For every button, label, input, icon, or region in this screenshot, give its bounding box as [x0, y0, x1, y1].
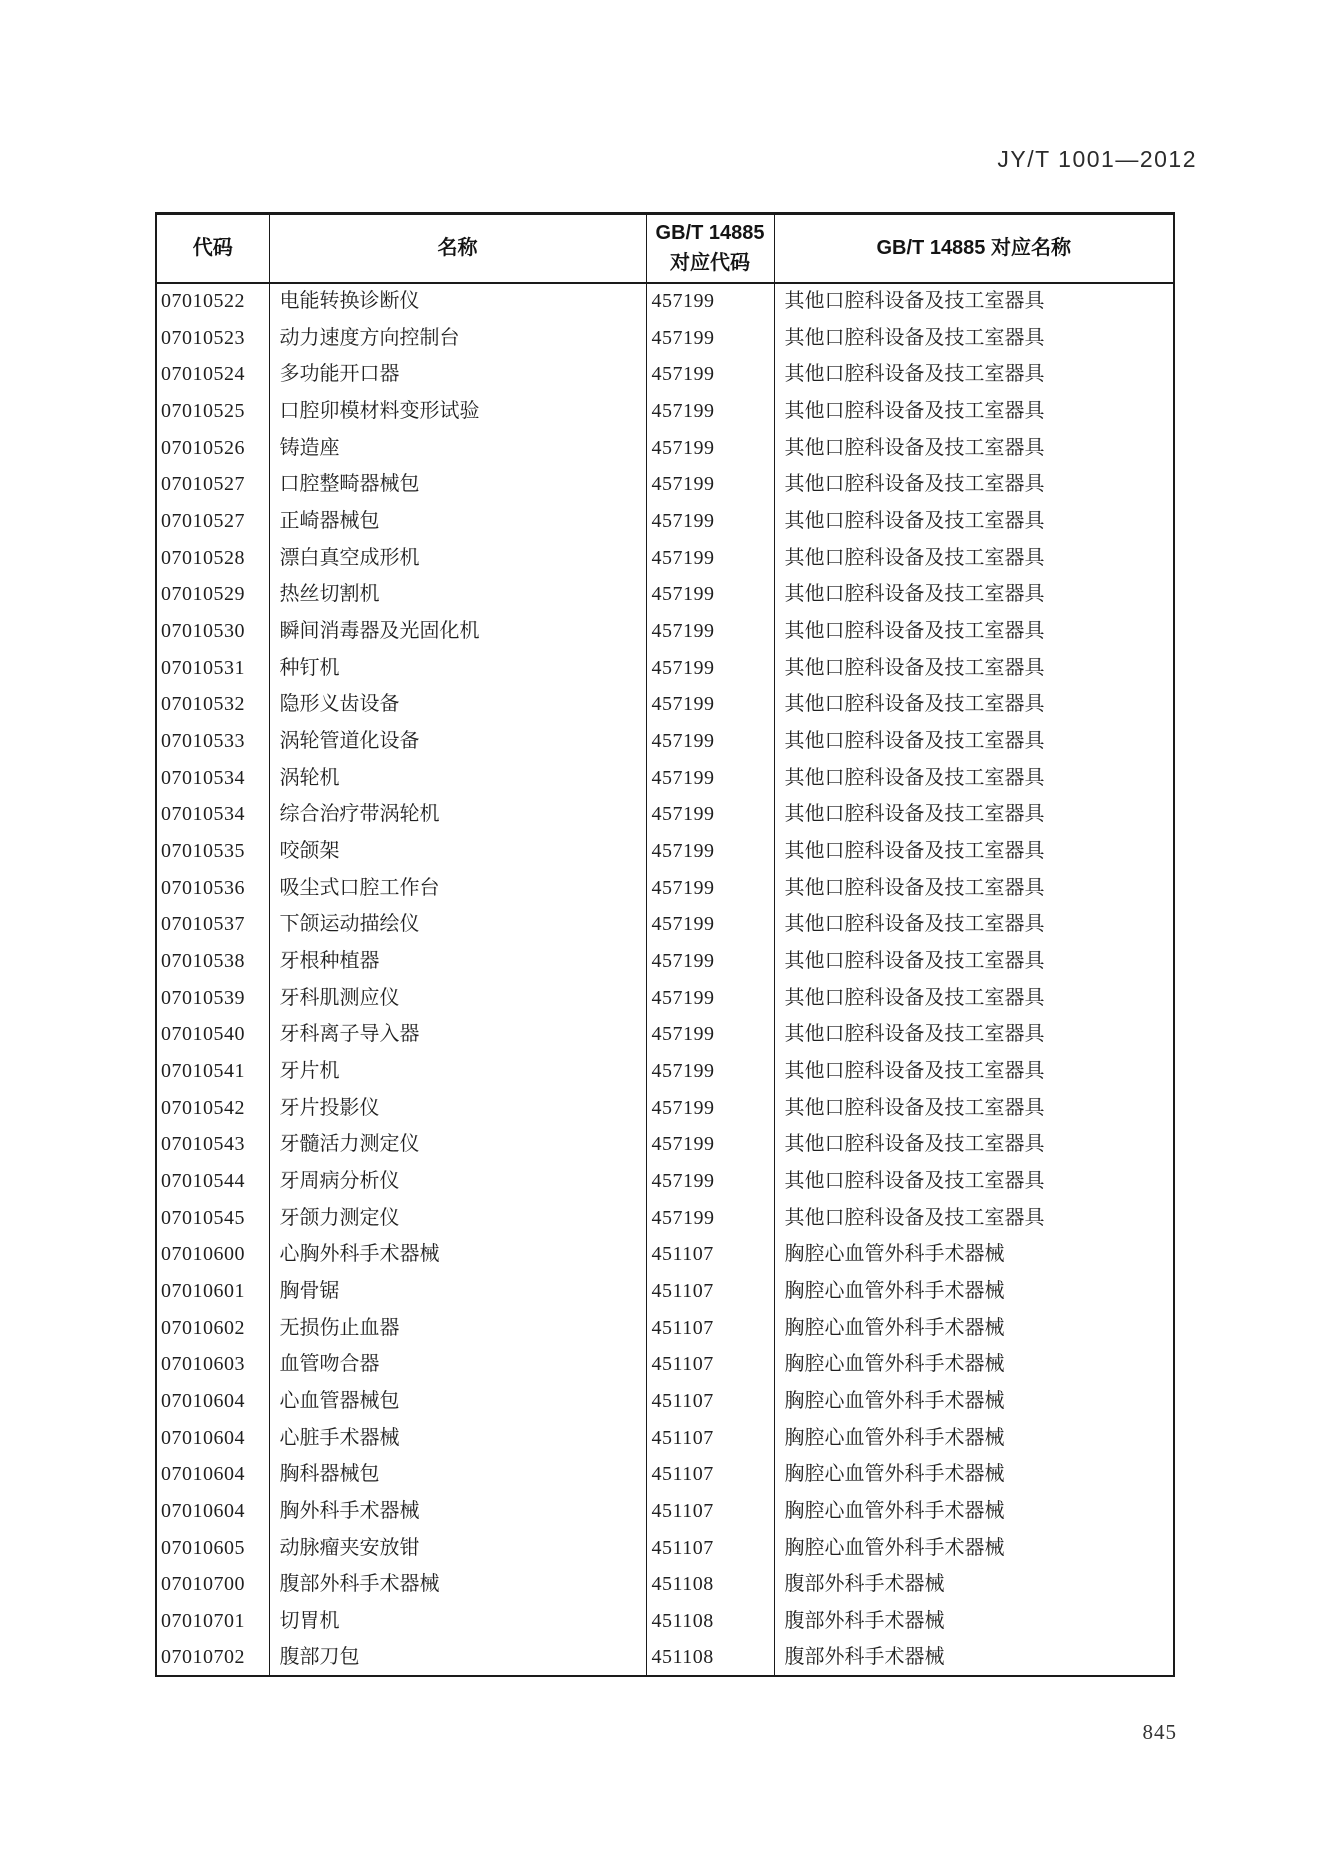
cell-gbt-code: 451107: [646, 1493, 774, 1530]
cell-gbt-name: 其他口腔科设备及技工室器具: [774, 1126, 1174, 1163]
cell-gbt-code: 451108: [646, 1639, 774, 1676]
cell-name: 正崎器械包: [269, 503, 646, 540]
cell-gbt-code: 457199: [646, 686, 774, 723]
cell-code: 07010604: [161, 1389, 245, 1412]
cell-name: 涡轮管道化设备: [269, 723, 646, 760]
cell-gbt-name: 其他口腔科设备及技工室器具: [774, 869, 1174, 906]
cell-gbt-code: 451107: [646, 1236, 774, 1273]
cell-gbt-code: 451107: [646, 1529, 774, 1566]
table-row: [156, 1273, 1174, 1310]
cell-name: 下颌运动描绘仪: [269, 906, 646, 943]
cell-gbt-name: 其他口腔科设备及技工室器具: [774, 979, 1174, 1016]
table-row: [156, 649, 1174, 686]
cell-gbt-code: 457199: [646, 319, 774, 356]
cell-gbt-code: 457199: [646, 943, 774, 980]
cell-code: 07010527: [161, 509, 245, 532]
cell-gbt-name: 腹部外科手术器械: [774, 1639, 1174, 1676]
cell-code: 07010526: [161, 436, 245, 459]
table-row: [156, 1089, 1174, 1126]
cell-gbt-name: 其他口腔科设备及技工室器具: [774, 723, 1174, 760]
cell-gbt-code: 457199: [646, 393, 774, 430]
cell-code: 07010545: [161, 1206, 245, 1229]
cell-name: 口腔卯模材料变形试验: [269, 393, 646, 430]
cell-code: 07010539: [161, 986, 245, 1009]
table-row: [156, 1639, 1174, 1676]
cell-name: 胸骨锯: [269, 1273, 646, 1310]
cell-name: 牙周病分析仪: [269, 1163, 646, 1200]
cell-name: 血管吻合器: [269, 1346, 646, 1383]
cell-gbt-code: 457199: [646, 613, 774, 650]
cell-gbt-name: 胸腔心血管外科手术器械: [774, 1529, 1174, 1566]
cell-name: 心血管器械包: [269, 1383, 646, 1420]
cell-code: 07010604: [161, 1463, 245, 1486]
table-row: [156, 1566, 1174, 1603]
cell-code: 07010528: [161, 546, 245, 569]
cell-code: 07010541: [161, 1059, 245, 1082]
cell-name: 动力速度方向控制台: [269, 319, 646, 356]
cell-name: 牙根种植器: [269, 943, 646, 980]
cell-code: 07010542: [161, 1096, 245, 1119]
table-row: [156, 429, 1174, 466]
header-code: 代码: [156, 214, 269, 283]
table-row: [156, 833, 1174, 870]
cell-gbt-code: 451108: [646, 1603, 774, 1640]
cell-gbt-name: 胸腔心血管外科手术器械: [774, 1383, 1174, 1420]
cell-name: 心脏手术器械: [269, 1419, 646, 1456]
cell-code: 07010700: [161, 1573, 245, 1596]
cell-name: 腹部外科手术器械: [269, 1566, 646, 1603]
cell-code: 07010603: [161, 1353, 245, 1376]
cell-gbt-name: 其他口腔科设备及技工室器具: [774, 539, 1174, 576]
cell-name: 瞬间消毒器及光固化机: [269, 613, 646, 650]
cell-gbt-code: 457199: [646, 869, 774, 906]
code-mapping-table: [155, 212, 1175, 1677]
table-row: [156, 1016, 1174, 1053]
header-gbt-code-line1: GB/T 14885: [655, 222, 765, 245]
cell-gbt-code: 451107: [646, 1383, 774, 1420]
cell-name: 种钉机: [269, 649, 646, 686]
cell-name: 胸科器械包: [269, 1456, 646, 1493]
cell-gbt-code: 457199: [646, 539, 774, 576]
cell-gbt-code: 451107: [646, 1309, 774, 1346]
cell-gbt-code: 457199: [646, 1126, 774, 1163]
cell-code: 07010525: [161, 399, 245, 422]
table-row: [156, 393, 1174, 430]
cell-gbt-code: 457199: [646, 759, 774, 796]
table-row: [156, 503, 1174, 540]
table-row: [156, 613, 1174, 650]
cell-code: 07010533: [161, 729, 245, 752]
cell-gbt-name: 其他口腔科设备及技工室器具: [774, 576, 1174, 613]
cell-code: 07010601: [161, 1279, 245, 1302]
cell-name: 牙片投影仪: [269, 1089, 646, 1126]
table-row: [156, 943, 1174, 980]
header-gbt-code-line2: 对应代码: [670, 252, 750, 275]
cell-gbt-code: 457199: [646, 1053, 774, 1090]
table-row: [156, 319, 1174, 356]
cell-name: 腹部刀包: [269, 1639, 646, 1676]
table-row: [156, 1163, 1174, 1200]
cell-name: 口腔整畸器械包: [269, 466, 646, 503]
header-gbt-code: [646, 214, 774, 283]
cell-gbt-code: 457199: [646, 1016, 774, 1053]
cell-code: 07010534: [161, 803, 245, 826]
cell-gbt-name: 其他口腔科设备及技工室器具: [774, 356, 1174, 393]
cell-code: 07010538: [161, 949, 245, 972]
cell-gbt-code: 457199: [646, 906, 774, 943]
cell-code: 07010701: [161, 1610, 245, 1633]
table-body: [156, 283, 1174, 1677]
table-row: [156, 466, 1174, 503]
cell-gbt-name: 其他口腔科设备及技工室器具: [774, 283, 1174, 320]
table-row: [156, 1309, 1174, 1346]
cell-gbt-name: 其他口腔科设备及技工室器具: [774, 1199, 1174, 1236]
cell-gbt-code: 457199: [646, 979, 774, 1016]
cell-gbt-name: 其他口腔科设备及技工室器具: [774, 906, 1174, 943]
cell-gbt-code: 451107: [646, 1456, 774, 1493]
cell-code: 07010522: [161, 290, 245, 313]
table-row: [156, 979, 1174, 1016]
cell-name: 无损伤止血器: [269, 1309, 646, 1346]
table-row: [156, 1199, 1174, 1236]
cell-name: 电能转换诊断仪: [269, 283, 646, 320]
cell-gbt-code: 457199: [646, 723, 774, 760]
cell-name: 多功能开口器: [269, 356, 646, 393]
table-row: [156, 906, 1174, 943]
cell-name: 综合治疗带涡轮机: [269, 796, 646, 833]
table-row: [156, 759, 1174, 796]
cell-gbt-name: 其他口腔科设备及技工室器具: [774, 1053, 1174, 1090]
table-row: [156, 869, 1174, 906]
cell-code: 07010602: [161, 1316, 245, 1339]
cell-name: 牙科肌测应仪: [269, 979, 646, 1016]
cell-gbt-name: 其他口腔科设备及技工室器具: [774, 649, 1174, 686]
cell-gbt-name: 胸腔心血管外科手术器械: [774, 1493, 1174, 1530]
cell-gbt-code: 457199: [646, 429, 774, 466]
table-row: [156, 1126, 1174, 1163]
cell-name: 涡轮机: [269, 759, 646, 796]
cell-gbt-name: 其他口腔科设备及技工室器具: [774, 759, 1174, 796]
cell-gbt-name: 其他口腔科设备及技工室器具: [774, 429, 1174, 466]
cell-gbt-code: 451108: [646, 1566, 774, 1603]
cell-name: 动脉瘤夹安放钳: [269, 1529, 646, 1566]
cell-gbt-name: 腹部外科手术器械: [774, 1603, 1174, 1640]
cell-gbt-code: 457199: [646, 1163, 774, 1200]
cell-gbt-name: 胸腔心血管外科手术器械: [774, 1273, 1174, 1310]
cell-name: 牙髓活力测定仪: [269, 1126, 646, 1163]
cell-name: 咬颌架: [269, 833, 646, 870]
cell-gbt-name: 其他口腔科设备及技工室器具: [774, 833, 1174, 870]
cell-code: 07010529: [161, 583, 245, 606]
cell-gbt-code: 457199: [646, 356, 774, 393]
cell-gbt-code: 457199: [646, 1199, 774, 1236]
cell-name: 隐形义齿设备: [269, 686, 646, 723]
table-header: [156, 214, 1174, 283]
cell-name: 心胸外科手术器械: [269, 1236, 646, 1273]
cell-gbt-name: 其他口腔科设备及技工室器具: [774, 393, 1174, 430]
cell-gbt-name: 其他口腔科设备及技工室器具: [774, 1089, 1174, 1126]
cell-gbt-name: 其他口腔科设备及技工室器具: [774, 1163, 1174, 1200]
cell-code: 07010543: [161, 1133, 245, 1156]
cell-name: 漂白真空成形机: [269, 539, 646, 576]
cell-name: 胸外科手术器械: [269, 1493, 646, 1530]
cell-gbt-name: 其他口腔科设备及技工室器具: [774, 686, 1174, 723]
header-gbt-name: GB/T 14885 对应名称: [774, 214, 1174, 283]
cell-gbt-code: 457199: [646, 796, 774, 833]
cell-gbt-code: 457199: [646, 576, 774, 613]
cell-code: 07010530: [161, 619, 245, 642]
page-number: 845: [1142, 1720, 1177, 1744]
table-row: [156, 1493, 1174, 1530]
cell-gbt-name: 胸腔心血管外科手术器械: [774, 1236, 1174, 1273]
cell-code: 07010527: [161, 473, 245, 496]
cell-code: 07010534: [161, 766, 245, 789]
cell-code: 07010537: [161, 913, 245, 936]
cell-name: 铸造座: [269, 429, 646, 466]
table-row: [156, 723, 1174, 760]
table-header-row: [156, 214, 1174, 283]
table-row: [156, 576, 1174, 613]
cell-code: 07010535: [161, 839, 245, 862]
cell-gbt-code: 451107: [646, 1346, 774, 1383]
cell-code: 07010540: [161, 1023, 245, 1046]
cell-code: 07010544: [161, 1169, 245, 1192]
cell-gbt-code: 457199: [646, 503, 774, 540]
cell-code: 07010605: [161, 1536, 245, 1559]
cell-gbt-code: 457199: [646, 1089, 774, 1126]
table-row: [156, 686, 1174, 723]
cell-gbt-name: 胸腔心血管外科手术器械: [774, 1346, 1174, 1383]
cell-gbt-name: 其他口腔科设备及技工室器具: [774, 466, 1174, 503]
cell-gbt-code: 457199: [646, 649, 774, 686]
cell-gbt-name: 其他口腔科设备及技工室器具: [774, 943, 1174, 980]
cell-code: 07010536: [161, 876, 245, 899]
table-row: [156, 1456, 1174, 1493]
table-row: [156, 1236, 1174, 1273]
cell-gbt-name: 其他口腔科设备及技工室器具: [774, 613, 1174, 650]
cell-name: 切胃机: [269, 1603, 646, 1640]
cell-name: 牙片机: [269, 1053, 646, 1090]
cell-name: 牙颌力测定仪: [269, 1199, 646, 1236]
cell-code: 07010523: [161, 326, 245, 349]
cell-gbt-name: 腹部外科手术器械: [774, 1566, 1174, 1603]
cell-code: 07010702: [161, 1646, 245, 1669]
cell-code: 07010524: [161, 363, 245, 386]
cell-gbt-code: 457199: [646, 283, 774, 320]
table-row: [156, 1383, 1174, 1420]
cell-gbt-code: 451107: [646, 1273, 774, 1310]
cell-gbt-name: 胸腔心血管外科手术器械: [774, 1456, 1174, 1493]
table-row: [156, 1053, 1174, 1090]
cell-gbt-code: 457199: [646, 466, 774, 503]
cell-gbt-name: 其他口腔科设备及技工室器具: [774, 1016, 1174, 1053]
cell-name: 吸尘式口腔工作台: [269, 869, 646, 906]
cell-gbt-name: 其他口腔科设备及技工室器具: [774, 796, 1174, 833]
cell-code: 07010604: [161, 1426, 245, 1449]
cell-code: 07010600: [161, 1243, 245, 1266]
table-row: [156, 1419, 1174, 1456]
cell-gbt-name: 其他口腔科设备及技工室器具: [774, 503, 1174, 540]
cell-code: 07010531: [161, 656, 245, 679]
cell-gbt-code: 457199: [646, 833, 774, 870]
table-row: [156, 1529, 1174, 1566]
doc-standard-number: JY/T 1001—2012: [997, 146, 1197, 172]
cell-gbt-name: 其他口腔科设备及技工室器具: [774, 319, 1174, 356]
header-name: 名称: [269, 214, 646, 283]
cell-gbt-name: 胸腔心血管外科手术器械: [774, 1419, 1174, 1456]
cell-gbt-code: 451107: [646, 1419, 774, 1456]
cell-code: 07010532: [161, 693, 245, 716]
cell-gbt-name: 胸腔心血管外科手术器械: [774, 1309, 1174, 1346]
table-row: [156, 356, 1174, 393]
table-row: [156, 796, 1174, 833]
table-row: [156, 539, 1174, 576]
cell-name: 热丝切割机: [269, 576, 646, 613]
cell-name: 牙科离子导入器: [269, 1016, 646, 1053]
table-row: [156, 1603, 1174, 1640]
cell-code: 07010604: [161, 1500, 245, 1522]
table-row: [156, 283, 1174, 320]
table-row: [156, 1346, 1174, 1383]
